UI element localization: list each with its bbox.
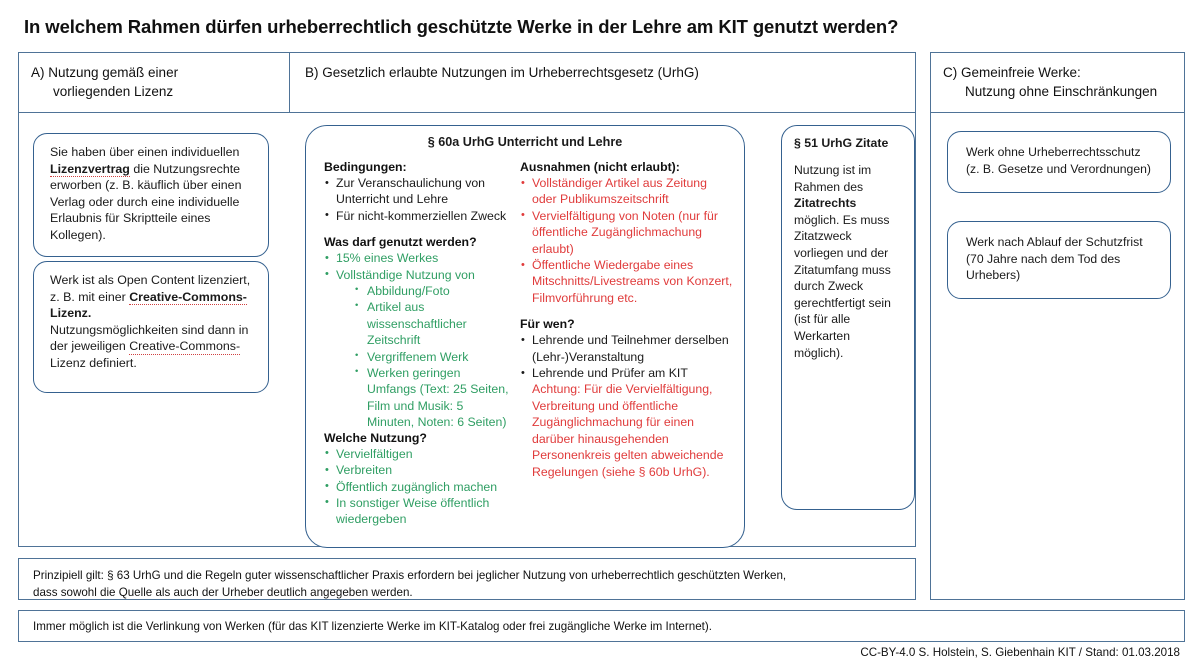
expired-protection-box bbox=[947, 221, 1171, 299]
no-copyright-box bbox=[947, 131, 1171, 193]
column-c-header-line2: Nutzung ohne Einschränkungen bbox=[965, 84, 1158, 99]
was-darf-genutzt-heading: Was darf genutzt werden? bbox=[324, 235, 477, 250]
oc-part2: Nutzungsmöglichkeiten sind dann in der jeweiligen bbox=[50, 322, 249, 354]
panel-columns-a-b bbox=[18, 52, 916, 547]
section-51-body bbox=[794, 162, 902, 361]
list-item: • Öffentlich zugänglich machen bbox=[324, 479, 510, 495]
welche-nutzung-list bbox=[324, 446, 510, 528]
s51-part1: Nutzung ist im Rahmen des bbox=[794, 163, 872, 194]
oc-part4: Lizenz definiert. bbox=[50, 355, 137, 370]
list-item: • Vervielfältigung von Noten (nur für öffentliche Zugänglichmachung erlaubt) bbox=[520, 208, 734, 257]
panel-column-c bbox=[930, 52, 1185, 600]
fuer-wen-heading: Für wen? bbox=[520, 317, 575, 332]
column-a-header-line1: A) Nutzung gemäß einer bbox=[31, 65, 179, 80]
s51-part2: möglich. Es muss Zitatzweck vorliegen und der Zitatumfang muss durch Zweck gerechtfertigt sein (ist für alle Werkarten möglich). bbox=[794, 212, 891, 360]
expired-line3: Urhebers) bbox=[966, 268, 1021, 283]
list-item: • Verbreiten bbox=[324, 462, 510, 478]
expired-line2: (70 Jahre nach dem Tod des bbox=[966, 251, 1121, 266]
welche-nutzung-heading: Welche Nutzung? bbox=[324, 430, 427, 445]
no-copyright-line2: (z. B. Gesetze und Verordnungen) bbox=[966, 161, 1151, 176]
column-b-header bbox=[305, 63, 885, 82]
no-copyright-line1: Werk ohne Urheberrechtsschutz bbox=[966, 145, 1141, 159]
open-content-text-2 bbox=[50, 322, 254, 372]
ausnahmen-heading: Ausnahmen (nicht erlaubt): bbox=[520, 160, 680, 174]
list-item: • Abbildung/Foto bbox=[354, 283, 510, 299]
list-item-label: Vollständige Nutzung von bbox=[336, 267, 475, 282]
column-c-header-line1: C) Gemeinfreie Werke: bbox=[943, 65, 1081, 80]
column-c-header bbox=[943, 63, 1183, 101]
was-darf-genutzt-list bbox=[324, 250, 510, 430]
oc-part1: Werk ist als Open Content lizenziert, z. B. mit einer bbox=[50, 273, 251, 304]
oc-bold-lizenz: Lizenz. bbox=[50, 306, 92, 321]
list-item: • 15% eines Werkes bbox=[324, 250, 510, 266]
section-60a-box bbox=[305, 125, 745, 548]
footer-note-line2: dass sowohl die Quelle als auch der Urheber deutlich angegeben werden. bbox=[33, 586, 413, 599]
page-title: In welchem Rahmen dürfen urheberrechtlich geschützte Werke in der Lehre am KIT genutzt werden? bbox=[24, 16, 899, 37]
list-item: • Zur Veranschaulichung von Unterricht und Lehre bbox=[324, 175, 510, 208]
credit-line: CC-BY-4.0 S. Holstein, S. Giebenhain KIT / Stand: 01.03.2018 bbox=[860, 646, 1180, 659]
open-content-text bbox=[50, 272, 254, 322]
list-item: • Werken geringen Umfangs (Text: 25 Seiten, Film und Musik: 5 Minuten, Noten: 6 Seiten) bbox=[354, 365, 510, 431]
lc-part2: die Nutzungsrechte erworben (z. B. käuflich über einen Verlag oder durch eine individuelle Erlaubnis für Skriptteile eines Kollegen). bbox=[50, 161, 242, 242]
spacer bbox=[520, 306, 734, 317]
column-a-header bbox=[31, 63, 281, 101]
fuer-wen-list bbox=[520, 332, 734, 381]
list-item: • Lehrende und Prüfer am KIT bbox=[520, 365, 734, 381]
footer-linking-text: Immer möglich ist die Verlinkung von Werken (für das KIT lizenzierte Werke im KIT-Katalog oder frei zugängliche Werke im Internet). bbox=[33, 620, 712, 633]
list-item bbox=[324, 267, 510, 431]
list-item: • Vergriffenem Werk bbox=[354, 349, 510, 365]
section-51-title: § 51 UrhG Zitate bbox=[794, 136, 889, 150]
lc-part1: Sie haben über einen individuellen bbox=[50, 145, 240, 159]
section-51-box bbox=[781, 125, 915, 510]
list-item: • Öffentliche Wiedergabe eines Mitschnitts/Livestreams von Konzert, Filmvorführung etc. bbox=[520, 257, 734, 306]
lc-bold-lizenzvertrag: Lizenzvertrag bbox=[50, 161, 130, 176]
footer-note-linking bbox=[18, 610, 1185, 642]
license-contract-text bbox=[50, 144, 254, 244]
ausnahmen-list bbox=[520, 175, 734, 306]
license-contract-box bbox=[33, 133, 269, 257]
oc-part3: Creative-Commons- bbox=[129, 339, 241, 354]
footer-note-citation bbox=[18, 558, 916, 600]
list-item: • In sonstiger Weise öffentlich wiedergeben bbox=[324, 495, 510, 528]
list-item: • Artikel aus wissenschaftlicher Zeitschrift bbox=[354, 299, 510, 348]
section-60a-left-column bbox=[324, 160, 510, 528]
section-60a-right-column bbox=[520, 160, 734, 480]
column-a-header-line2: vorliegenden Lizenz bbox=[53, 84, 174, 99]
was-darf-genutzt-sublist bbox=[336, 283, 510, 431]
column-c-header-row bbox=[931, 53, 1184, 113]
bedingungen-list bbox=[324, 175, 510, 224]
spacer bbox=[324, 224, 510, 235]
list-item: • Für nicht-kommerziellen Zweck bbox=[324, 208, 510, 224]
column-headers-row bbox=[19, 53, 915, 113]
header-column-divider bbox=[289, 53, 290, 113]
section-60a-title: § 60a UrhG Unterricht und Lehre bbox=[427, 135, 623, 149]
footer-note-line1: Prinzipiell gilt: § 63 UrhG und die Regeln guter wissenschaftlicher Praxis erfordern bei jeglicher Nutzung von urheberrechtlich geschützten Werken, bbox=[33, 569, 787, 582]
list-item: • Vollständiger Artikel aus Zeitung oder Publikumszeitschrift bbox=[520, 175, 734, 208]
oc-bold-cc: Creative-Commons- bbox=[129, 289, 247, 304]
expired-line1: Werk nach Ablauf der Schutzfrist bbox=[966, 235, 1143, 249]
s51-bold-zitatrecht: Zitatrechts bbox=[794, 196, 857, 211]
achtung-note: Achtung: Für die Vervielfältigung, Verbreitung und öffentliche Zugänglichmachung für einen darüber hinausgehenden Personenkreis gelten abweichende Regelungen (siehe § 60b UrhG). bbox=[532, 382, 724, 479]
open-content-box bbox=[33, 261, 269, 393]
list-item: • Lehrende und Teilnehmer derselben (Lehr-)Veranstaltung bbox=[520, 332, 734, 365]
column-b-header-label: B) Gesetzlich erlaubte Nutzungen im Urheberrechtsgesetz (UrhG) bbox=[305, 65, 699, 80]
bedingungen-heading: Bedingungen: bbox=[324, 160, 407, 174]
list-item: • Vervielfältigen bbox=[324, 446, 510, 462]
